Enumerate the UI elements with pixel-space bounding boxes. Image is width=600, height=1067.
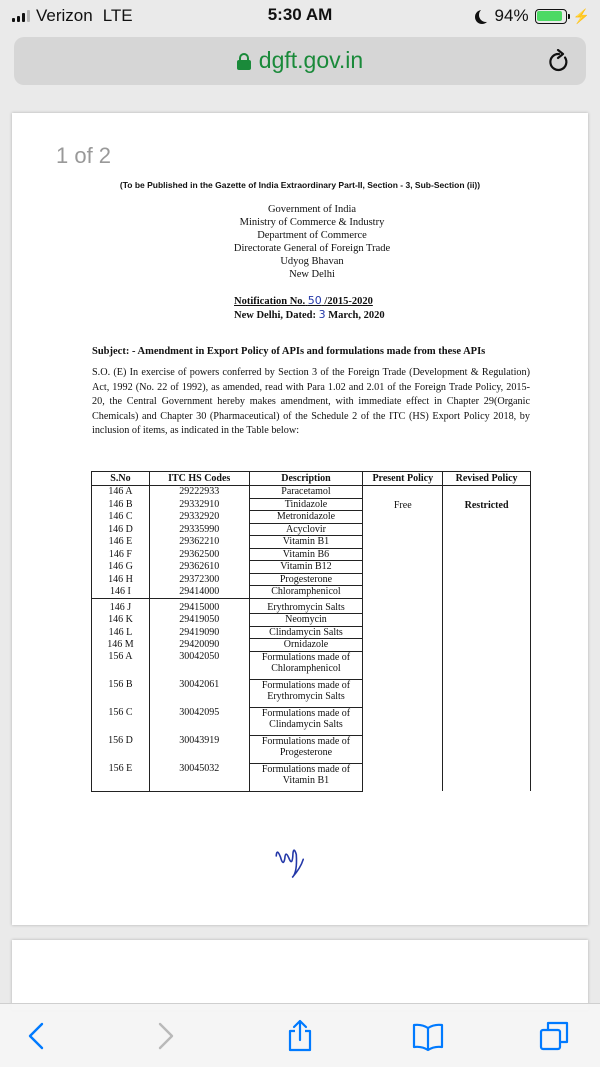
issuer-line: New Delhi bbox=[289, 269, 335, 280]
subject-line: Subject: - Amendment in Export Policy of APIs and formulations made from these APIs bbox=[92, 346, 486, 357]
cell-sno: 156 C bbox=[92, 707, 150, 735]
col-header-hs-code: ITC HS Codes bbox=[149, 472, 249, 486]
address-bar[interactable] bbox=[14, 37, 586, 85]
cell-description: Tinidazole bbox=[249, 498, 363, 511]
cell-hs-code: 29362210 bbox=[149, 536, 249, 549]
issuer-line: Ministry of Commerce & Industry bbox=[239, 217, 385, 228]
forward-icon[interactable] bbox=[142, 1014, 186, 1058]
clock: 5:30 AM bbox=[267, 5, 333, 24]
cell-hs-code: 29332910 bbox=[149, 498, 249, 511]
policy-table bbox=[91, 471, 531, 792]
cell-hs-code: 29419050 bbox=[149, 614, 249, 627]
cell-hs-code: 30042050 bbox=[149, 651, 249, 679]
issuer-line: Udyog Bhavan bbox=[280, 256, 344, 267]
cell-description: Paracetamol bbox=[249, 486, 363, 499]
cell-description: Formulations made of Chloramphenicol bbox=[249, 651, 363, 679]
lock-icon bbox=[237, 53, 251, 69]
cell-sno: 156 D bbox=[92, 735, 150, 763]
cell-description: Vitamin B1 bbox=[249, 536, 363, 549]
dated-rest: March, 2020 bbox=[328, 310, 385, 321]
cell-description: Formulations made of Vitamin B1 bbox=[249, 763, 363, 791]
cell-sno: 146 H bbox=[92, 573, 150, 586]
network-label: LTE bbox=[102, 6, 133, 25]
reload-icon[interactable] bbox=[548, 49, 570, 80]
cell-hs-code: 29419090 bbox=[149, 626, 249, 639]
tabs-icon[interactable] bbox=[532, 1014, 576, 1058]
notification-label: Notification No. bbox=[234, 296, 306, 307]
status-right bbox=[475, 6, 590, 26]
cell-hs-code: 30043919 bbox=[149, 735, 249, 763]
battery-icon bbox=[535, 9, 567, 24]
issuer-line: Directorate General of Foreign Trade bbox=[233, 243, 391, 254]
cell-hs-code: 30042095 bbox=[149, 707, 249, 735]
cell-description: Ornidazole bbox=[249, 639, 363, 652]
share-icon[interactable] bbox=[278, 1014, 322, 1058]
battery-percent: 94% bbox=[494, 6, 529, 25]
issuer-line: Department of Commerce bbox=[257, 230, 367, 241]
dated-label: New Delhi, Dated: bbox=[234, 310, 316, 321]
status-bar bbox=[0, 0, 600, 30]
browser-toolbar bbox=[0, 1003, 600, 1067]
cell-description: Vitamin B6 bbox=[249, 548, 363, 561]
cell-sno: 146 G bbox=[92, 561, 150, 574]
table-header-row bbox=[92, 472, 531, 486]
pdf-page-1 bbox=[12, 113, 588, 925]
carrier-label: Verizon bbox=[36, 6, 93, 25]
url-display[interactable] bbox=[14, 47, 586, 74]
col-header-description: Description bbox=[249, 472, 363, 486]
cell-description: Clindamycin Salts bbox=[249, 626, 363, 639]
cell-hs-code: 29362610 bbox=[149, 561, 249, 574]
issuer-block bbox=[12, 203, 600, 281]
cell-sno: 146 D bbox=[92, 523, 150, 536]
cell-hs-code: 29372300 bbox=[149, 573, 249, 586]
cell-sno: 146 K bbox=[92, 614, 150, 627]
cell-sno: 146 F bbox=[92, 548, 150, 561]
cell-description: Erythromycin Salts bbox=[249, 598, 363, 614]
cell-sno: 156 A bbox=[92, 651, 150, 679]
cell-description: Acyclovir bbox=[249, 523, 363, 536]
cell-description: Progesterone bbox=[249, 573, 363, 586]
gazette-note: (To be Published in the Gazette of India Extraordinary Part-II, Section - 3, Sub-Section (ii)) bbox=[119, 180, 481, 190]
cell-description: Neomycin bbox=[249, 614, 363, 627]
cell-sno: 146 C bbox=[92, 511, 150, 524]
cell-present-policy: Free bbox=[363, 486, 443, 792]
table-row bbox=[92, 486, 531, 499]
url-text: dgft.gov.in bbox=[258, 47, 364, 73]
issuer-line: Government of India bbox=[267, 204, 357, 215]
body-paragraph: S.O. (E) In exercise of powers conferred by Section 3 of the Foreign Trade (Development & Regulation) Act, 1992 (No. 22 of 1992), as amended, read with Para 1.02 and 2.01 of the Foreign Trade Policy, 2015-20, the Central Government hereby makes amendment, with immediate effect in Chapter 29(Organic Chemicals) and Chapter 30 (Pharmaceutical) of the Schedule 2 of the ITC (HS) Export Policy 2018, by inclusion of items, as indicated in the Table below: bbox=[92, 367, 530, 436]
col-header-sno: S.No bbox=[92, 472, 150, 486]
cell-hs-code: 29420090 bbox=[149, 639, 249, 652]
cell-hs-code: 29362500 bbox=[149, 548, 249, 561]
bookmarks-icon[interactable] bbox=[406, 1014, 450, 1058]
cell-description: Metronidazole bbox=[249, 511, 363, 524]
dated-day: 3 bbox=[318, 308, 326, 321]
cell-sno: 146 E bbox=[92, 536, 150, 549]
cell-hs-code: 29415000 bbox=[149, 598, 249, 614]
do-not-disturb-icon bbox=[479, 8, 493, 22]
back-icon[interactable] bbox=[16, 1014, 60, 1058]
cell-description: Formulations made of Clindamycin Salts bbox=[249, 707, 363, 735]
cell-description: Formulations made of Erythromycin Salts bbox=[249, 679, 363, 707]
notification-header bbox=[234, 294, 385, 322]
pdf-page-2 bbox=[12, 940, 588, 1010]
col-header-revised-policy: Revised Policy bbox=[443, 472, 531, 486]
cell-sno: 156 E bbox=[92, 763, 150, 791]
cell-hs-code: 29414000 bbox=[149, 586, 249, 599]
page-indicator: 1 of 2 bbox=[56, 143, 112, 168]
cell-hs-code: 30045032 bbox=[149, 763, 249, 791]
cell-hs-code: 30042061 bbox=[149, 679, 249, 707]
cell-sno: 146 L bbox=[92, 626, 150, 639]
notification-suffix: /2015-2020 bbox=[324, 296, 373, 307]
cell-sno: 146 A bbox=[92, 486, 150, 499]
cell-sno: 146 J bbox=[92, 598, 150, 614]
notification-number: 50 bbox=[307, 294, 322, 307]
cell-sno: 146 M bbox=[92, 639, 150, 652]
cell-description: Formulations made of Progesterone bbox=[249, 735, 363, 763]
cell-sno: 146 I bbox=[92, 586, 150, 599]
cell-hs-code: 29335990 bbox=[149, 523, 249, 536]
cell-description: Chloramphenicol bbox=[249, 586, 363, 599]
battery-level bbox=[537, 11, 562, 21]
cell-hs-code: 29332920 bbox=[149, 511, 249, 524]
cell-sno: 146 B bbox=[92, 498, 150, 511]
cell-hs-code: 29222933 bbox=[149, 486, 249, 499]
col-header-present-policy: Present Policy bbox=[363, 472, 443, 486]
cell-revised-policy: Restricted bbox=[443, 486, 531, 792]
signature-mark bbox=[271, 840, 318, 889]
cell-sno: 156 B bbox=[92, 679, 150, 707]
cell-description: Vitamin B12 bbox=[249, 561, 363, 574]
charging-icon: ⚡ bbox=[572, 7, 590, 24]
